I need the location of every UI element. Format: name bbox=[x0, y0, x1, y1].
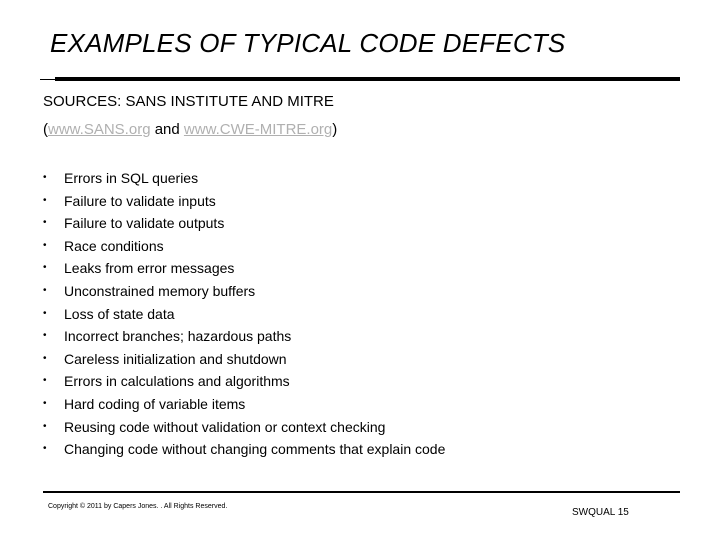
bullet-icon: • bbox=[43, 352, 47, 364]
bullet-icon: • bbox=[43, 262, 47, 274]
defect-list bbox=[40, 167, 445, 461]
list-item bbox=[40, 370, 445, 393]
list-item-text: Failure to validate outputs bbox=[64, 215, 225, 232]
list-item-text: Incorrect branches; hazardous paths bbox=[64, 328, 292, 345]
cwe-mitre-link[interactable]: www.CWE-MITRE.org bbox=[183, 121, 333, 138]
list-item-text: Race conditions bbox=[64, 237, 164, 254]
list-item bbox=[40, 303, 445, 326]
list-item bbox=[40, 393, 445, 416]
title-underline-thin bbox=[40, 79, 55, 80]
list-item-text: Hard coding of variable items bbox=[64, 395, 246, 412]
bullet-icon: • bbox=[43, 217, 47, 229]
copyright-text: Copyright © 2011 by Capers Jones. . All Rights Reserved. bbox=[48, 503, 228, 510]
list-item bbox=[40, 348, 445, 371]
list-item-text: Loss of state data bbox=[64, 305, 175, 322]
bullet-icon: • bbox=[43, 375, 47, 387]
bullet-icon: • bbox=[43, 194, 47, 206]
bullet-icon: • bbox=[43, 307, 47, 319]
bullet-icon: • bbox=[43, 172, 47, 183]
list-item bbox=[40, 190, 445, 213]
bullet-icon: • bbox=[43, 420, 47, 432]
list-item-text: Leaks from error messages bbox=[64, 260, 235, 277]
list-item bbox=[40, 416, 445, 439]
bullet-icon: • bbox=[43, 330, 47, 342]
list-item-text: Failure to validate inputs bbox=[64, 192, 216, 209]
list-item-text: Reusing code without validation or context checking bbox=[64, 418, 386, 435]
list-item-text: Unconstrained memory buffers bbox=[64, 282, 256, 299]
list-item bbox=[40, 438, 445, 461]
and-text: and bbox=[150, 121, 184, 138]
open-paren: ( bbox=[43, 121, 48, 138]
sans-link[interactable]: www.SANS.org bbox=[48, 121, 151, 138]
bullet-icon: • bbox=[43, 443, 47, 455]
slide-title: EXAMPLES OF TYPICAL CODE DEFECTS bbox=[50, 28, 566, 58]
close-paren: ) bbox=[332, 121, 338, 138]
sources-line: SOURCES: SANS INSTITUTE AND MITRE bbox=[43, 93, 334, 110]
list-item bbox=[40, 235, 445, 258]
footer-divider bbox=[43, 491, 680, 493]
bullet-icon: • bbox=[43, 397, 47, 409]
list-item-text: Errors in calculations and algorithms bbox=[64, 373, 290, 390]
slide-id: SWQUAL 15 bbox=[572, 507, 629, 518]
list-item bbox=[40, 257, 445, 280]
list-item-text: Changing code without changing comments that explain code bbox=[64, 441, 446, 458]
sources-links bbox=[43, 121, 337, 138]
list-item bbox=[40, 167, 445, 190]
list-item bbox=[40, 280, 445, 303]
title-underline bbox=[55, 77, 680, 81]
bullet-icon: • bbox=[43, 239, 47, 251]
list-item-text: Errors in SQL queries bbox=[64, 170, 199, 186]
bullet-icon: • bbox=[43, 284, 47, 296]
list-item bbox=[40, 325, 445, 348]
list-item bbox=[40, 212, 445, 235]
list-item-text: Careless initialization and shutdown bbox=[64, 350, 287, 367]
